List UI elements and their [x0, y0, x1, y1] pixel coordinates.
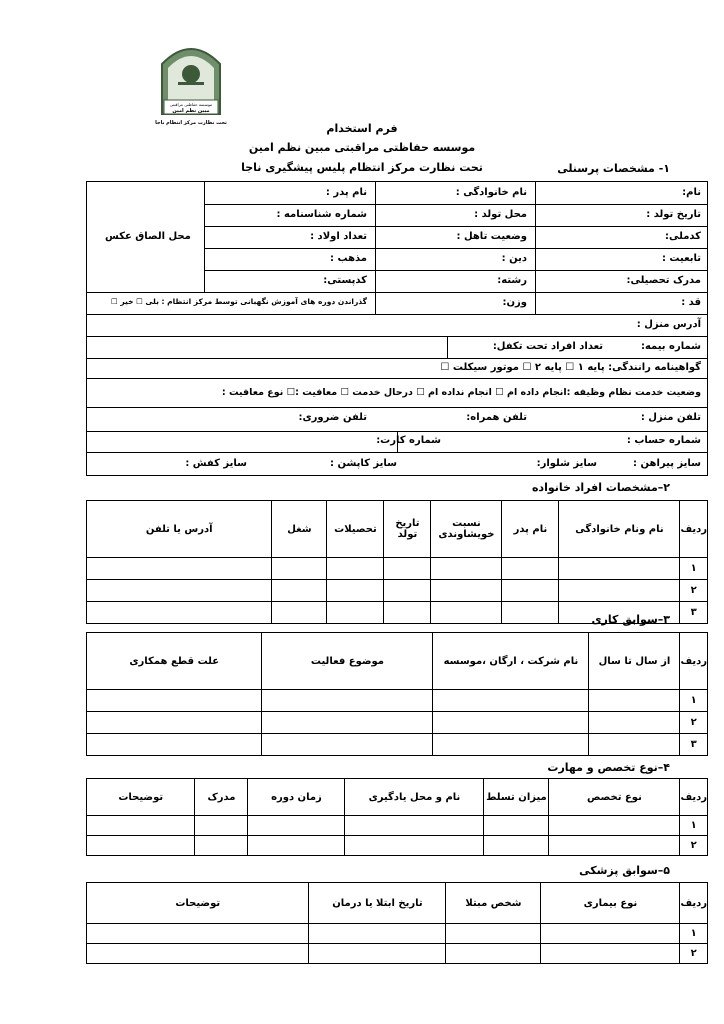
svg-text:مبین نظم امین: مبین نظم امین: [172, 108, 210, 114]
header-cell: ردیف: [680, 501, 708, 558]
field-mobile: تلفن همراه:: [466, 412, 527, 423]
field-emergency-phone: تلفن ضروری:: [298, 412, 367, 423]
section1-title: ۱- مشخصات پرسنلی: [557, 162, 670, 175]
header-cell: نسبت خویشاوندی: [431, 501, 502, 558]
header-cell: ردیف: [680, 779, 708, 816]
row-number: ۲: [680, 944, 708, 964]
field-name: نام:: [682, 187, 701, 198]
field-account-number: شماره حساب :: [626, 435, 701, 446]
header-cell: تحصیلات: [327, 501, 384, 558]
field-weight: وزن:: [502, 297, 527, 308]
header-cell: علت قطع همکاری: [87, 633, 262, 690]
header-cell: نام و محل یادگیری: [345, 779, 484, 816]
header-cell: شغل: [272, 501, 327, 558]
field-id-number: شماره شناسنامه :: [276, 209, 367, 220]
header-cell: توضیحات: [87, 883, 309, 924]
header-cell: میزان تسلط: [484, 779, 549, 816]
medical-history-table: [86, 882, 708, 964]
field-card-number: شماره کارت:: [376, 435, 441, 446]
field-nationality: تابعیت :: [661, 253, 701, 264]
row-number: ۱: [680, 816, 708, 836]
header-cell: آدرس یا تلفن: [87, 501, 272, 558]
field-shoe-size: سایز کفش :: [185, 458, 247, 469]
field-family: نام خانوادگی :: [455, 187, 527, 198]
supervision-line: تحت نظارت مرکز انتظام پلیس پیشگیری ناجا: [241, 161, 483, 174]
header-cell: موضوع فعالیت: [262, 633, 433, 690]
field-guard-course: گذراندن دوره های آموزش نگهبانی توسط مرکز انتظام : بلی ☐ خیر ☐: [111, 297, 367, 306]
svg-text:موسسه حفاظتی مراقبتی: موسسه حفاظتی مراقبتی: [169, 102, 213, 107]
header-cell: شخص مبتلا: [446, 883, 541, 924]
row-number: ۱: [680, 558, 708, 580]
header-cell: از سال تا سال: [589, 633, 680, 690]
field-education: مدرک تحصیلی:: [626, 275, 701, 286]
header-cell: ردیف: [680, 633, 708, 690]
header-cell: نوع بیماری: [541, 883, 680, 924]
work-history-table: [86, 632, 708, 756]
row-number: ۳: [680, 734, 708, 756]
field-shirt-size: سایز پیراهن :: [633, 458, 701, 469]
field-major: رشته:: [497, 275, 527, 286]
header-cell: نوع تخصص: [549, 779, 680, 816]
header-cell: نام ونام خانوادگی: [559, 501, 680, 558]
field-address: آدرس منزل :: [636, 319, 701, 330]
field-national-code: کدملی:: [665, 231, 701, 242]
row-number: ۱: [680, 924, 708, 944]
photo-placeholder: محل الصاق عکس: [105, 231, 191, 242]
row-number: ۲: [680, 836, 708, 856]
section3-title: ۳–سوابق کاری: [591, 613, 670, 626]
header-cell: نام پدر: [502, 501, 559, 558]
field-driving-license: گواهینامه رانندگی: پایه ۱ ☐ پایه ۲ ☐ موتور سیکلت ☐: [440, 362, 701, 373]
section5-title: ۵–سوابق پزشکی: [579, 864, 670, 877]
field-insurance: شماره بیمه:: [640, 341, 701, 352]
header-cell: مدرک: [195, 779, 248, 816]
institute-name: موسسه حفاظتی مراقبتی مبین نظم امین: [248, 141, 476, 154]
field-military-service: وضعیت خدمت نظام وظیفه :انجام داده ام ☐ انجام نداده ام ☐ درحال خدمت ☐ معافیت :☐ نوع معافیت :: [221, 387, 701, 398]
field-sect: مذهب :: [330, 253, 367, 264]
family-table: [86, 500, 708, 624]
header-cell: توضیحات: [87, 779, 195, 816]
field-religion: دین :: [501, 253, 527, 264]
field-children: تعداد اولاد :: [310, 231, 367, 242]
field-home-phone: تلفن منزل :: [640, 412, 701, 423]
field-dependents: تعداد افراد تحت تکفل:: [492, 341, 603, 352]
row-number: ۱: [680, 690, 708, 712]
section4-title: ۴–نوع تخصص و مهارت: [547, 761, 670, 774]
svg-text:تحت نظارت مرکز انتظام ناجا: تحت نظارت مرکز انتظام ناجا: [155, 120, 227, 126]
institute-logo: [152, 34, 230, 128]
field-pants-size: سایز شلوار:: [536, 458, 597, 469]
field-marital: وضعیت تاهل :: [456, 231, 527, 242]
field-birth-date: تاریخ تولد :: [646, 209, 701, 220]
field-father: نام پدر :: [325, 187, 367, 198]
row-number: ۳: [680, 602, 708, 624]
header-cell: زمان دوره: [248, 779, 345, 816]
field-jacket-size: سایز کاپشن :: [329, 458, 397, 469]
row-number: ۲: [680, 712, 708, 734]
header-cell: نام شرکت ، ارگان ،موسسه: [433, 633, 589, 690]
header-cell: تاریخ ابتلا یا درمان: [309, 883, 446, 924]
skills-table: [86, 778, 708, 856]
field-height: قد :: [681, 297, 701, 308]
header-cell: تاریخ تولد: [384, 501, 431, 558]
header-cell: ردیف: [680, 883, 708, 924]
section2-title: ۲–مشخصات افراد خانواده: [531, 481, 670, 494]
form-title: فرم استخدام: [326, 122, 398, 135]
field-birth-place: محل تولد :: [474, 209, 527, 220]
row-number: ۲: [680, 580, 708, 602]
personal-info-box: [86, 181, 708, 476]
field-postal: کدپستی:: [323, 275, 367, 286]
